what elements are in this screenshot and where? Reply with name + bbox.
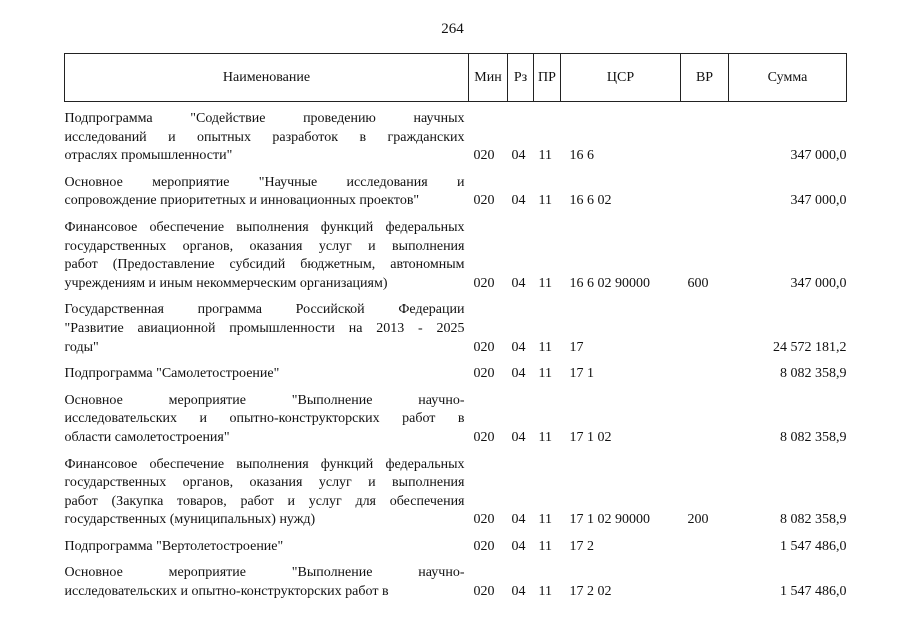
row-pr: 11 — [538, 429, 552, 445]
row-pr: 11 — [538, 193, 552, 209]
header-rz: Рз — [508, 54, 534, 102]
row-name-line: работ (Закупка товаров, работ и услуг для обеспечения — [64, 493, 465, 509]
row-min: 020 — [473, 429, 495, 445]
row-name-line: государственных органов, оказания услуг и выполнения — [64, 238, 465, 254]
row-name — [65, 102, 469, 168]
row-name-line: Подпрограмма "Вертолетостроение" — [64, 538, 284, 554]
row-name-line: Основное мероприятие "Научные исследования и — [64, 174, 465, 190]
row-name-line: Государственная программа Российской Федерации — [64, 302, 465, 318]
table-row — [65, 295, 847, 359]
row-name-line: работ (Предоставление субсидий бюджетным, автономным — [64, 257, 465, 273]
row-pr: 11 — [538, 339, 552, 355]
row-vr — [681, 295, 729, 359]
row-vr: 600 — [687, 275, 709, 291]
header-csr: ЦСР — [561, 54, 681, 102]
table-row — [65, 102, 847, 168]
row-sum: 347 000,0 — [790, 193, 847, 209]
row-name — [65, 359, 469, 386]
row-name-line: Подпрограмма "Самолетостроение" — [64, 366, 280, 382]
table-row — [65, 558, 847, 603]
row-name-line: исследований и опытных разработок в гражданских — [64, 129, 465, 145]
row-name-line: Основное мероприятие "Выполнение научно- — [64, 392, 465, 408]
row-min: 020 — [473, 275, 495, 291]
row-csr: 17 1 02 — [569, 429, 612, 445]
row-pr: 11 — [538, 366, 552, 382]
row-name-line: отраслях промышленности" — [64, 148, 233, 164]
header-sum: Сумма — [729, 54, 847, 102]
row-vr — [681, 386, 729, 450]
row-vr — [681, 102, 729, 168]
row-name-line: Подпрограмма "Содействие проведению научных — [64, 111, 465, 126]
row-name-line: государственных (муниципальных) нужд) — [64, 512, 316, 528]
row-sum: 347 000,0 — [790, 148, 847, 164]
row-csr: 17 1 — [569, 366, 594, 382]
row-name-line: Основное мероприятие "Выполнение научно- — [64, 565, 465, 581]
row-name — [65, 558, 469, 603]
row-name-line: области самолетостроения" — [64, 429, 230, 445]
row-rz: 04 — [511, 275, 526, 291]
row-sum: 347 000,0 — [790, 275, 847, 291]
row-rz: 04 — [511, 366, 526, 382]
table-row — [65, 359, 847, 386]
row-pr: 11 — [538, 584, 552, 600]
row-min: 020 — [473, 148, 495, 164]
row-name — [65, 386, 469, 450]
header-name: Наименование — [65, 54, 469, 102]
row-name — [65, 213, 469, 295]
row-csr: 16 6 02 — [569, 193, 612, 209]
row-sum: 1 547 486,0 — [780, 584, 847, 600]
row-name-line: исследовательских и опытно-конструкторских работ в — [64, 411, 465, 427]
row-min: 020 — [473, 193, 495, 209]
row-rz: 04 — [511, 584, 526, 600]
row-min: 020 — [473, 512, 495, 528]
row-csr: 17 — [569, 339, 584, 355]
row-rz: 04 — [511, 429, 526, 445]
row-csr: 16 6 02 90000 — [569, 275, 650, 291]
row-pr: 11 — [538, 148, 552, 164]
row-rz: 04 — [511, 193, 526, 209]
row-name-line: Финансовое обеспечение выполнения функций федеральных — [64, 219, 465, 235]
table-body — [65, 102, 847, 604]
row-csr: 17 2 02 — [569, 584, 612, 600]
row-vr — [681, 359, 729, 386]
row-rz: 04 — [511, 512, 526, 528]
row-name-line: годы" — [64, 339, 99, 355]
row-min: 020 — [473, 339, 495, 355]
header-min: Мин — [469, 54, 508, 102]
row-csr: 17 2 — [569, 538, 594, 554]
row-rz: 04 — [511, 339, 526, 355]
table-row — [65, 386, 847, 450]
row-sum: 8 082 358,9 — [780, 366, 847, 382]
row-name-line: сопровождение приоритетных и инновационных проектов" — [64, 193, 420, 209]
page-number: 264 — [441, 21, 464, 37]
row-rz: 04 — [511, 148, 526, 164]
row-name-line: государственных органов, оказания услуг и выполнения — [64, 475, 465, 491]
row-name-line: исследовательских и опытно-конструкторских работ в — [64, 584, 389, 600]
row-pr: 11 — [538, 275, 552, 291]
table-header — [65, 54, 847, 102]
row-vr — [681, 558, 729, 603]
row-name — [65, 532, 469, 559]
row-csr: 17 1 02 90000 — [569, 512, 650, 528]
row-min: 020 — [473, 584, 495, 600]
table-row — [65, 213, 847, 295]
row-sum: 8 082 358,9 — [780, 512, 847, 528]
budget-table — [64, 53, 847, 604]
table-row — [65, 532, 847, 559]
header-pr: ПР — [534, 54, 561, 102]
row-name — [65, 450, 469, 532]
row-name-line: Финансовое обеспечение выполнения функций федеральных — [64, 456, 465, 472]
row-sum: 24 572 181,2 — [773, 339, 847, 355]
header-vr: ВР — [681, 54, 729, 102]
row-name-line: "Развитие авиационной промышленности на 2013 - 2025 — [64, 320, 465, 336]
table-row — [65, 450, 847, 532]
row-sum: 8 082 358,9 — [780, 429, 847, 445]
row-min: 020 — [473, 366, 495, 382]
row-name — [65, 295, 469, 359]
row-pr: 11 — [538, 512, 552, 528]
row-min: 020 — [473, 538, 495, 554]
row-rz: 04 — [511, 538, 526, 554]
row-vr: 200 — [687, 512, 709, 528]
row-pr: 11 — [538, 538, 552, 554]
row-vr — [681, 168, 729, 213]
table-row — [65, 168, 847, 213]
row-name-line: учреждениям и иным некоммерческим организациям) — [64, 275, 388, 291]
row-sum: 1 547 486,0 — [780, 538, 847, 554]
row-vr — [681, 532, 729, 559]
row-name — [65, 168, 469, 213]
row-csr: 16 6 — [569, 148, 594, 164]
